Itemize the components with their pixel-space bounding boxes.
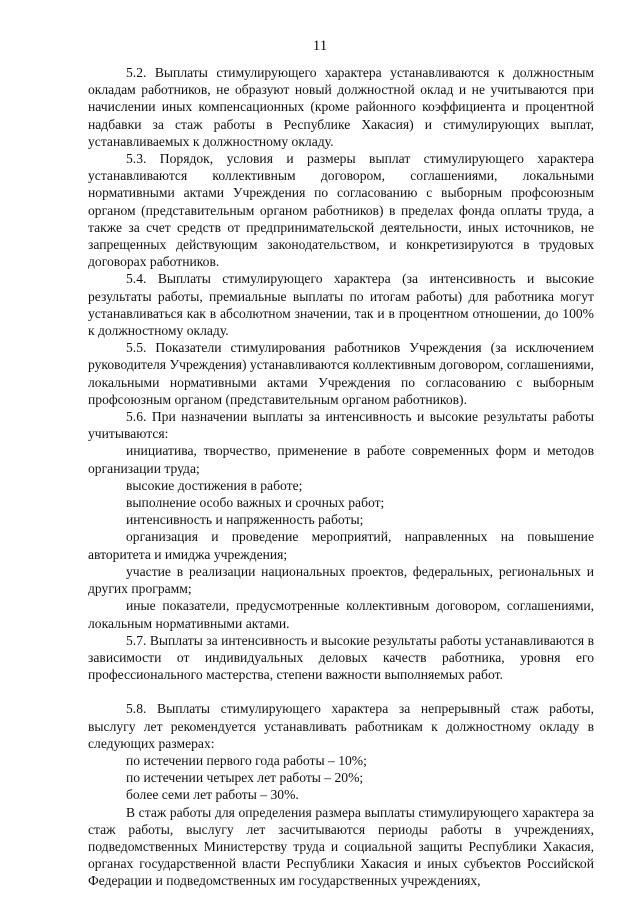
paragraph: 5.2. Выплаты стимулирующего характера устанавливаются к должностным окладам работников, не образуют новый должностной оклад и не учитываются при начислении иных компенсационных (кроме районного коэффициента и процентной надбавки за стаж работы в Республике Хакасия) и стимулирующих выплат, устанавливаемых к должностному окладу. <box>88 65 594 149</box>
list-item: интенсивность и напряженность работы; <box>126 512 364 528</box>
paragraph: 5.3. Порядок, условия и размеры выплат стимулирующего характера устанавливаются коллективным договором, соглашениями, локальными нормативными актами Учреждения по согласованию с выборным профсоюзным органом (представительным органом работников) в пределах фонда оплаты труда, а также за счет средств от предпринимательской деятельности, иных источников, не запрещенных действующим законодательством, и конкретизируются в трудовых договорах работников. <box>88 151 594 270</box>
document-body <box>88 64 594 890</box>
paragraph: 5.8. Выплаты стимулирующего характера за непрерывный стаж работы, выслугу лет рекомендуется устанавливать работникам к должностному окладу в следующих размерах: <box>88 701 594 751</box>
list-item: участие в реализации национальных проектов, федеральных, региональных и других программ; <box>88 563 594 597</box>
list-item: по истечении четырех лет работы – 20%; <box>126 770 364 786</box>
paragraph: 5.4. Выплаты стимулирующего характера (за интенсивность и высокие результаты работы, премиальные выплаты по итогам работы) для работника могут устанавливаться как в абсолютном значении, так и в процентном отношении, до 100% к должностному окладу. <box>88 271 594 339</box>
list-item: выполнение особо важных и срочных работ; <box>126 495 385 511</box>
page-number: 11 <box>312 38 328 54</box>
paragraph: 5.7. Выплаты за интенсивность и высокие результаты работы устанавливаются в зависимости от индивидуальных деловых качеств работника, уровня его профессионального мастерства, степени важности выполняемых работ. <box>88 632 594 683</box>
paragraph: В стаж работы для определения размера выплаты стимулирующего характера за стаж работы, выслугу лет засчитываются периоды работы в учреждениях, подведомственных Министерству труда и социальной защиты Республики Хакасия, органах государственной власти Республики Хакасия и иных субъектов Российской Федерации и подведомственных им государственных учреждениях, <box>88 804 594 889</box>
paragraph-gap <box>88 683 594 700</box>
paragraph: 5.6. При назначении выплаты за интенсивность и высокие результаты работы учитываются: <box>88 409 594 442</box>
list-item: высокие достижения в работе; <box>126 477 303 493</box>
list-item: инициатива, творчество, применение в работе современных форм и методов организации труда; <box>88 443 594 476</box>
list-item: организация и проведение мероприятий, направленных на повышение авторитета и имиджа учреждения; <box>88 529 594 562</box>
list-item: более семи лет работы – 30%. <box>126 787 299 803</box>
list-item: иные показатели, предусмотренные коллективным договором, соглашениями, локальным нормативными актами. <box>88 598 594 631</box>
paragraph: 5.5. Показатели стимулирования работников Учреждения (за исключением руководителя Учреждения) устанавливаются коллективным договором, соглашениями, локальными нормативными актами Учреждения по согласованию с выборным профсоюзным органом (представительным органом работников). <box>88 340 594 407</box>
list-item: по истечении первого года работы – 10%; <box>126 752 367 768</box>
